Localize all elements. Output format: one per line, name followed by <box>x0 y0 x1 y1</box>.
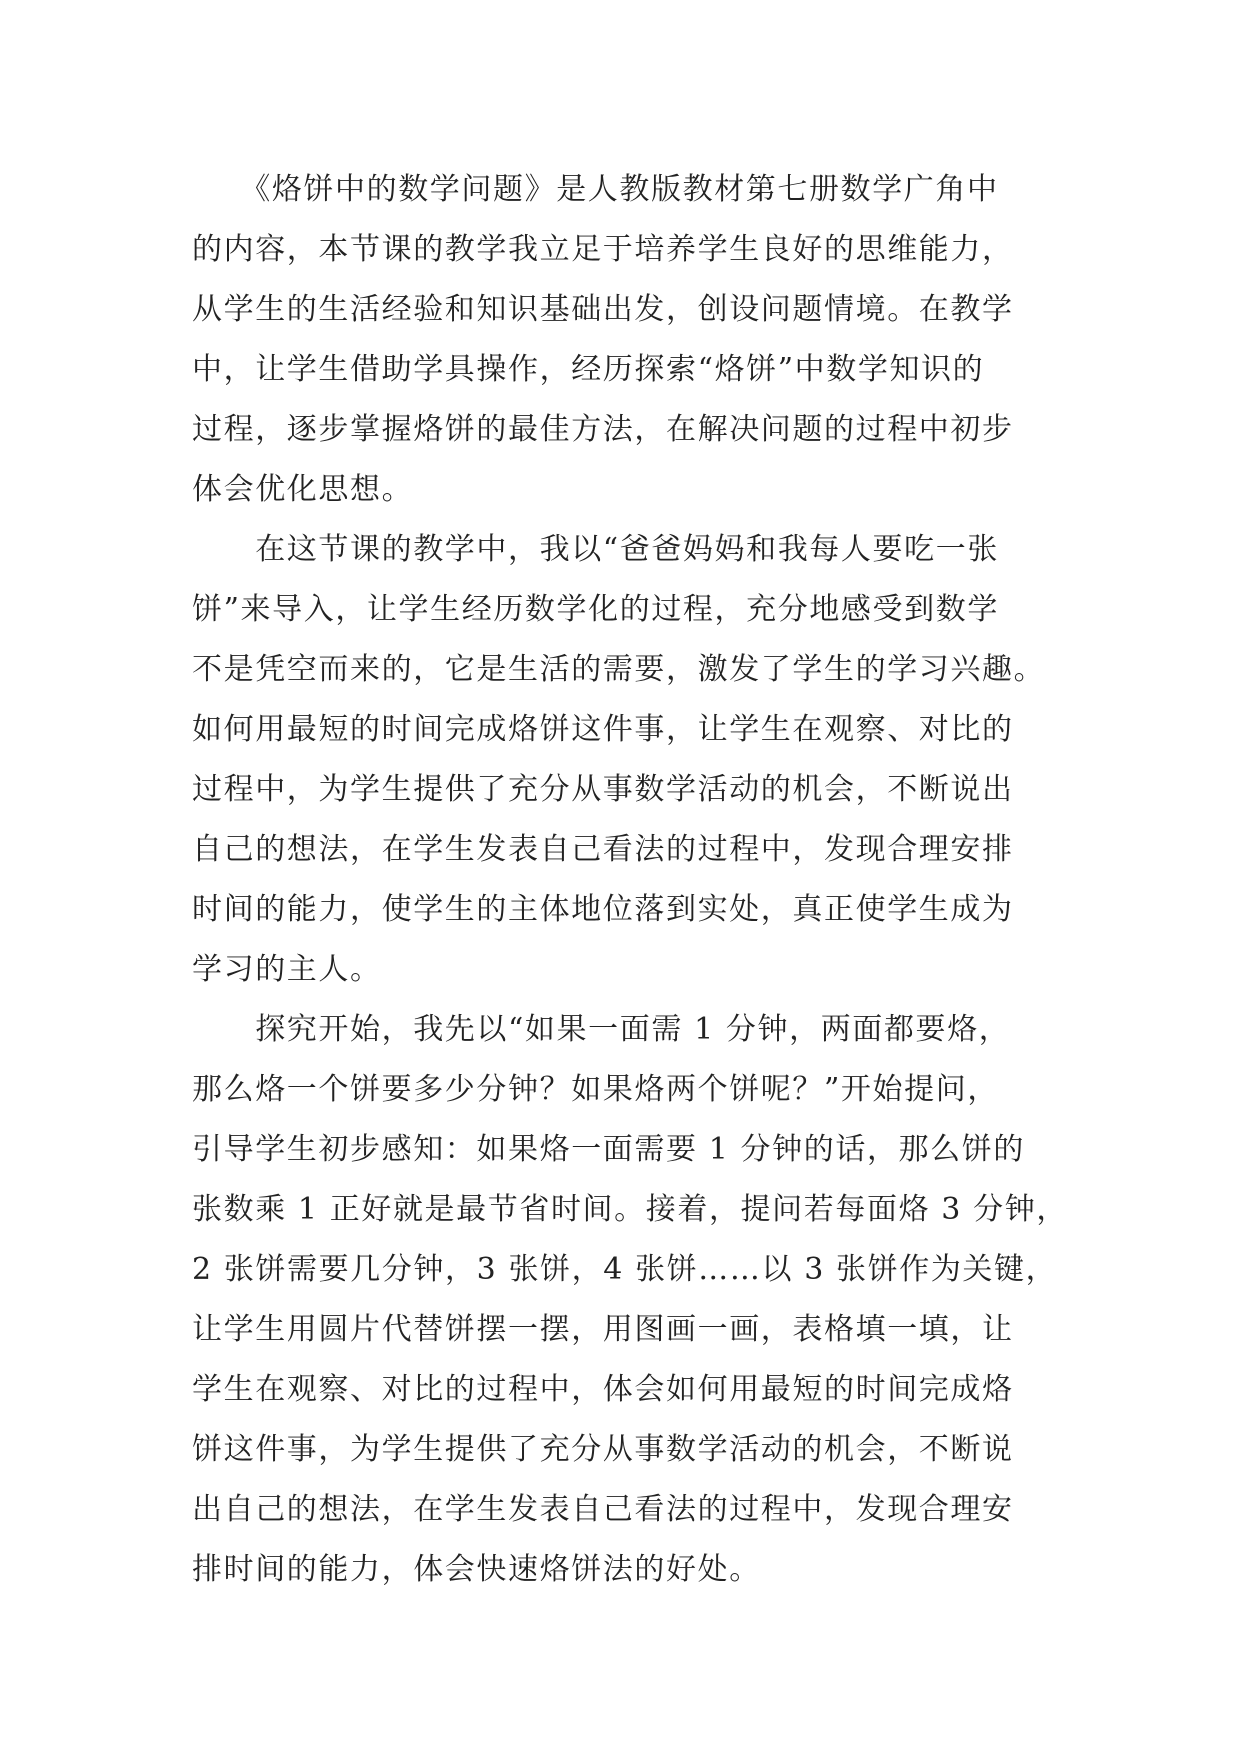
text-line: 张数乘 1 正好就是最节省时间。接着，提问若每面烙 3 分钟， <box>192 1192 1068 1227</box>
text-line: 过程，逐步掌握烙饼的最佳方法，在解决问题的过程中初步 <box>192 412 1014 447</box>
paragraph-3 <box>192 1000 1068 1600</box>
text-line: 的内容，本节课的教学我立足于培养学生良好的思维能力， <box>192 232 1014 267</box>
text-line: 学习的主人。 <box>192 952 382 987</box>
text-line: 出自己的想法，在学生发表自己看法的过程中，发现合理安 <box>192 1492 1014 1527</box>
paragraph-2 <box>192 520 1056 1000</box>
text-line: 让学生用圆片代替饼摆一摆，用图画一画，表格填一填，让 <box>192 1312 1014 1347</box>
text-line: 探究开始，我先以“如果一面需 1 分钟，两面都要烙， <box>192 1012 1011 1047</box>
text-line: 不是凭空而来的，它是生活的需要，激发了学生的学习兴趣。 <box>192 652 1046 687</box>
text-line: 在这节课的教学中，我以“爸爸妈妈和我每人要吃一张 <box>192 532 999 567</box>
text-line: 饼这件事，为学生提供了充分从事数学活动的机会，不断说 <box>192 1432 1014 1467</box>
text-line: 排时间的能力，体会快速烙饼法的好处。 <box>192 1552 761 1587</box>
text-line: 中，让学生借助学具操作，经历探索“烙饼”中数学知识的 <box>192 352 985 387</box>
text-line: 引导学生初步感知：如果烙一面需要 1 分钟的话，那么饼的 <box>192 1132 1025 1167</box>
paragraph-1 <box>192 160 1056 520</box>
text-line: 那么烙一个饼要多少分钟？如果烙两个饼呢？”开始提问， <box>192 1072 999 1107</box>
text-line: 时间的能力，使学生的主体地位落到实处，真正使学生成为 <box>192 892 1014 927</box>
text-line: 从学生的生活经验和知识基础出发，创设问题情境。在教学 <box>192 292 1014 327</box>
text-line: 过程中，为学生提供了充分从事数学活动的机会，不断说出 <box>192 772 1014 807</box>
document-body <box>192 160 1068 1600</box>
text-line: 2 张饼需要几分钟，3 张饼，4 张饼……以 3 张饼作为关键， <box>192 1252 1058 1287</box>
text-line: 体会优化思想。 <box>192 472 414 507</box>
text-line: 如何用最短的时间完成烙饼这件事，让学生在观察、对比的 <box>192 712 1014 747</box>
text-line: 自己的想法，在学生发表自己看法的过程中，发现合理安排 <box>192 832 1014 867</box>
text-line: 学生在观察、对比的过程中，体会如何用最短的时间完成烙 <box>192 1372 1014 1407</box>
text-line: 饼”来导入，让学生经历数学化的过程，充分地感受到数学 <box>192 592 999 627</box>
text-line: 《烙饼中的数学问题》是人教版教材第七册数学广角中 <box>192 172 999 207</box>
